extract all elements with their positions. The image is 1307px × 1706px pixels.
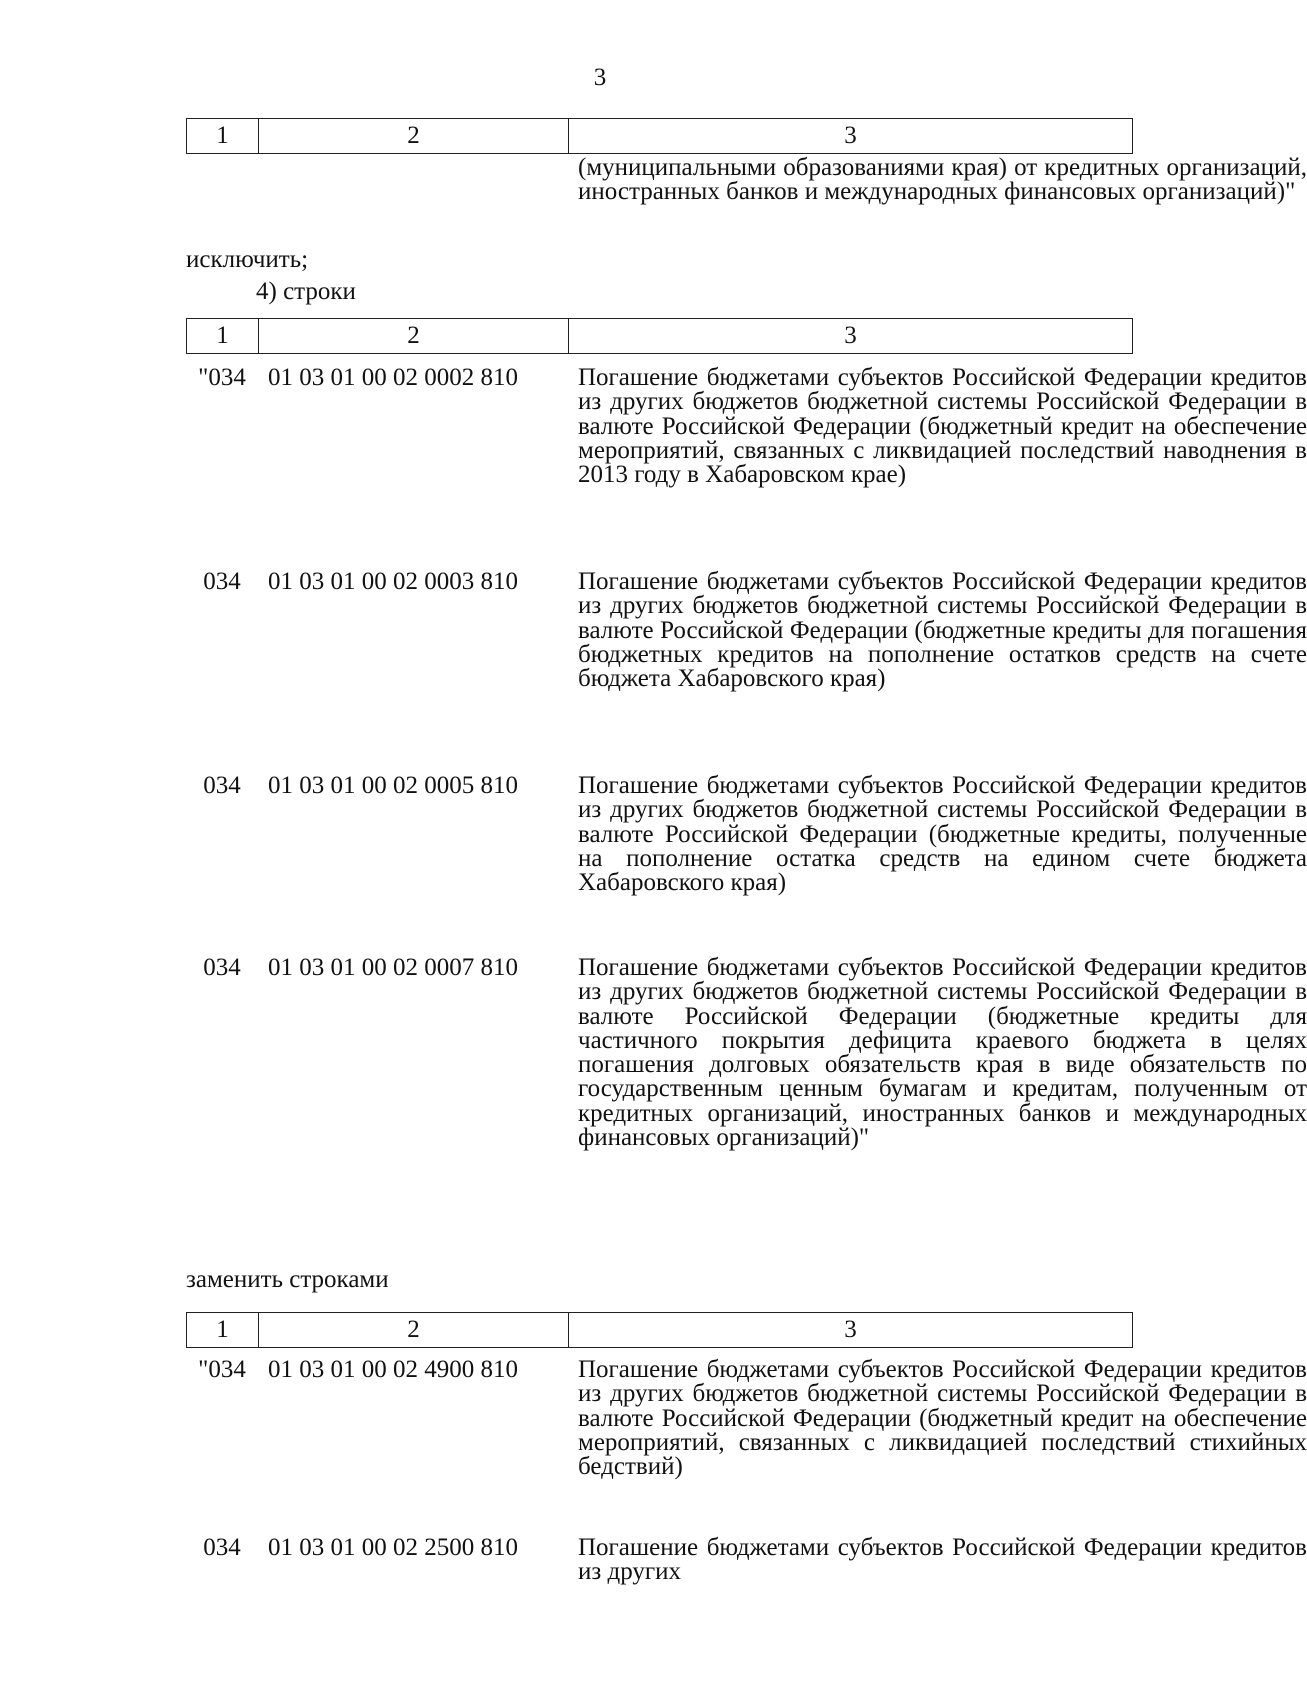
table-header-col2: 2 [259, 1313, 569, 1347]
row-admin-code: 034 [203, 954, 241, 981]
row-budget-code: 01 03 01 00 02 0002 810 [268, 364, 518, 391]
row-admin-code: 034 [203, 1534, 241, 1561]
page-number: 3 [593, 64, 607, 91]
table-header-col1: 1 [187, 119, 259, 153]
table-header-col3: 3 [844, 1316, 857, 1343]
row-name: Погашение бюджетами субъектов Российской Федерации кредитов из других бюджетов бюджетной системы Российской Федерации в валюте Российской Федерации (бюджетный кредит на обеспечение мероприятий, связанных с ликвидацией последствий стихийных бедствий) [578, 1356, 1307, 1481]
top-fragment-text: (муниципальными образованиями края) от кредитных организаций, иностранных банков и международных финансовых организаций)" [578, 154, 1307, 206]
row-budget-code: 01 03 01 00 02 0005 810 [268, 772, 518, 799]
table-header-3 [186, 1312, 1133, 1348]
row-budget-code: 01 03 01 00 02 4900 810 [268, 1356, 518, 1383]
table-header-col3: 3 [844, 322, 857, 349]
table-header-col2: 2 [259, 119, 569, 153]
row-budget-code: 01 03 01 00 02 2500 810 [268, 1534, 518, 1561]
table-header-col3: 3 [844, 122, 857, 149]
row-admin-code: 034 [203, 772, 241, 799]
row-name: Погашение бюджетами субъектов Российской Федерации кредитов из других бюджетов бюджетной системы Российской Федерации в валюте Российской Федерации (бюджетные кредиты, полученные на пополнение остатка средств на едином счете бюджета Хабаровского края) [578, 772, 1307, 897]
row-budget-code: 01 03 01 00 02 0007 810 [268, 954, 518, 981]
row-budget-code: 01 03 01 00 02 0003 810 [268, 568, 518, 595]
row-admin-code: "034 [198, 1356, 246, 1383]
row-name: Погашение бюджетами субъектов Российской Федерации кредитов из других бюджетов бюджетной системы Российской Федерации в валюте Российской Федерации (бюджетные кредиты для погашения бюджетных кредитов на пополнение остатков средств на счете бюджета Хабаровского края) [578, 568, 1307, 693]
table-header-2 [186, 318, 1133, 354]
row-admin-code: "034 [198, 364, 246, 391]
table-header-col1: 1 [187, 1313, 259, 1347]
table-header-1 [186, 118, 1133, 154]
row-name: Погашение бюджетами субъектов Российской Федерации кредитов из других бюджетов бюджетной системы Российской Федерации в валюте Российской Федерации (бюджетные кредиты для частичного покрытия дефицита краевого бюджета в целях погашения долговых обязательств края в виде обязательств по государственным ценным бумагам и кредитам, полученным от кредитных организаций, иностранных банков и международных финансовых организаций)" [578, 954, 1307, 1152]
text-item4: 4) строки [256, 278, 356, 305]
row-name: Погашение бюджетами субъектов Российской Федерации кредитов из других [578, 1534, 1307, 1586]
row-admin-code: 034 [203, 568, 241, 595]
table-header-col2: 2 [259, 319, 569, 353]
text-replace: заменить строками [186, 1266, 389, 1293]
text-exclude: исключить; [186, 246, 309, 273]
table-header-col1: 1 [187, 319, 259, 353]
row-name: Погашение бюджетами субъектов Российской Федерации кредитов из других бюджетов бюджетной системы Российской Федерации в валюте Российской Федерации (бюджетный кредит на обеспечение мероприятий, связанных с ликвидацией последствий наводнения в 2013 году в Хабаровском крае) [578, 364, 1307, 489]
